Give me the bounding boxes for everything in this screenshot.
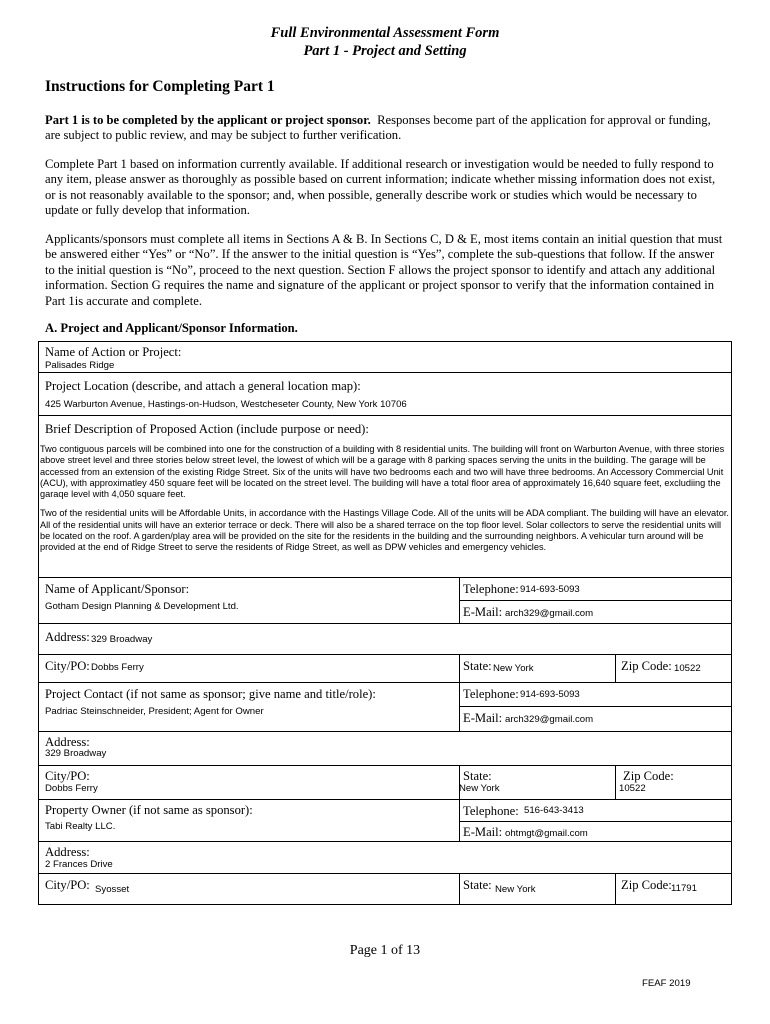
instructions-paragraph-2: Complete Part 1 based on information currently available. If additional research or investigation would be needed to fully respond to any item, please answer as thoroughly as possible based on current information; indicate whether missing information does not exist, or is not reasonably available to the sponsor; and, when possible, generally describe work or studies which would be necessary to update or fully develop that information.: [45, 157, 716, 218]
form-subtitle: Part 1 - Project and Setting: [303, 43, 467, 59]
applicant-name-label: Name of Applicant/Sponsor:: [45, 582, 190, 596]
column-divider: [615, 765, 616, 799]
project-applicant-form: [38, 341, 732, 905]
project-location-field[interactable]: 425 Warburton Avenue, Hastings-on-Hudson, Westcheseter County, New York 10706: [45, 399, 407, 410]
row-divider: [459, 821, 731, 822]
action-name-label: Name of Action or Project:: [45, 345, 182, 359]
contact-zip-field[interactable]: 10522: [619, 783, 646, 794]
applicant-telephone-label: Telephone:: [463, 582, 519, 596]
owner-name-field[interactable]: Tabi Realty LLC.: [45, 821, 116, 832]
description-paragraph-2: Two of the residential units will be Affordable Units, in accordance with the Hastings Village Code. All of the units will be ADA compliant. The building will have an elevator. All of the residential units will have an exterior terrace or deck. There will also be a shared terrace on the top floor level. Solar collectors to serve the residential units will be located on the roof. A garden/play area will be provided on the site for the residents in the building and the surrounding neighbors. A vehicular turn around will be provided at the end of Ridge Street to serve the residents of Ridge Street, as well as DPW vehicles and emergency vehicles.: [40, 508, 729, 553]
contact-address-field[interactable]: 329 Broadway: [45, 748, 107, 759]
contact-address-label: Address:: [45, 735, 90, 749]
row-divider: [39, 577, 731, 578]
contact-telephone-field[interactable]: 914-693-5093: [520, 689, 580, 700]
owner-address-field[interactable]: 2 Frances Drive: [45, 859, 113, 870]
description-paragraph-1: Two contiguous parcels will be combined into one for the construction of a building with 8 residential units. The building will front on Warburton Avenue, with three stories above street level and three stories below street level, the lowest of which will be a garage with 8 parking spaces serving the units in the building. The garage will be accessed from an extension of the existing Ridge Street. Six of the units will have two bedrooms each and two will have three bedrooms. An Accessory Commercial Unit (ACU), with approximatley 450 square feet will be located on the street level. The building will have a total floor area of approximately 16,640 square feet, excludiing the garaqe level with 4,050 square feet.: [40, 444, 725, 500]
contact-email-field[interactable]: arch329@gmail.com: [505, 714, 594, 725]
row-divider: [39, 682, 731, 683]
row-divider: [39, 372, 731, 373]
applicant-email-label: E-Mail:: [463, 605, 503, 619]
applicant-telephone-field[interactable]: 914-693-5093: [520, 584, 580, 595]
owner-city-field[interactable]: Syosset: [95, 884, 130, 895]
column-divider: [459, 873, 460, 905]
applicant-name-field[interactable]: Gotham Design Planning & Development Ltd.: [45, 601, 239, 612]
owner-state-label: State:: [463, 878, 492, 892]
applicant-state-label: State:: [463, 659, 492, 673]
action-name-field[interactable]: Palisades Ridge: [45, 360, 115, 371]
contact-city-field[interactable]: Dobbs Ferry: [45, 783, 98, 794]
owner-email-field[interactable]: ohtmgt@gmail.com: [505, 828, 588, 839]
section-a-title: A. Project and Applicant/Sponsor Information.: [45, 321, 298, 335]
contact-zip-label: Zip Code:: [623, 769, 674, 783]
applicant-city-label: City/PO:: [45, 659, 90, 673]
instructions-paragraph-1-text: Responses become part of the application for approval or funding, are subject to public review, and may be subject to further verification.: [45, 113, 711, 143]
instructions-paragraph-1: [45, 113, 725, 144]
owner-zip-label: Zip Code:: [621, 878, 672, 892]
row-divider: [39, 799, 731, 800]
instructions-paragraph-3: Applicants/sponsors must complete all items in Sections A & B. In Sections C, D & E, most items contain an initial question that must be answered either “Yes” or “No”. If the answer to the initial question is “Yes”, complete the sub-questions that follow. If the answer to the initial question is “No”, proceed to the next question. Section F allows the project sponsor to identify and attach any additional information. Section G requires the name and signature of the applicant or project sponsor to verify that the information contained in Part 1is accurate and complete.: [45, 232, 723, 308]
row-divider: [39, 841, 731, 842]
contact-city-label: City/PO:: [45, 769, 90, 783]
owner-name-label: Property Owner (if not same as sponsor):: [45, 803, 253, 817]
applicant-city-field[interactable]: Dobbs Ferry: [91, 662, 144, 673]
owner-telephone-field[interactable]: 516-643-3413: [524, 805, 584, 816]
description-label: Brief Description of Proposed Action (include purpose or need):: [45, 422, 369, 436]
contact-state-field[interactable]: New York: [459, 783, 500, 794]
owner-telephone-label: Telephone:: [463, 804, 519, 818]
applicant-zip-field[interactable]: 10522: [674, 663, 701, 674]
applicant-zip-label: Zip Code:: [621, 659, 672, 673]
contact-email-label: E-Mail:: [463, 711, 503, 725]
row-divider: [39, 873, 731, 874]
applicant-state-field[interactable]: New York: [493, 663, 534, 674]
row-divider: [39, 765, 731, 766]
applicant-address-field[interactable]: 329 Broadway: [91, 634, 153, 645]
row-divider: [39, 731, 731, 732]
column-divider: [459, 577, 460, 623]
row-divider: [459, 600, 731, 601]
column-divider: [459, 682, 460, 731]
contact-state-label: State:: [463, 769, 492, 783]
row-divider: [39, 415, 731, 416]
contact-name-label: Project Contact (if not same as sponsor; give name and title/role):: [45, 687, 376, 701]
contact-telephone-label: Telephone:: [463, 687, 519, 701]
form-id: FEAF 2019: [642, 978, 691, 989]
owner-email-label: E-Mail:: [463, 825, 503, 839]
contact-name-field[interactable]: Padriac Steinschneider, President; Agent for Owner: [45, 706, 264, 717]
row-divider: [459, 706, 731, 707]
instructions-heading: Instructions for Completing Part 1: [45, 78, 275, 95]
applicant-email-field[interactable]: arch329@gmail.com: [505, 608, 594, 619]
owner-city-label: City/PO:: [45, 878, 90, 892]
row-divider: [39, 654, 731, 655]
column-divider: [615, 873, 616, 905]
owner-state-field[interactable]: New York: [495, 884, 536, 895]
owner-zip-field[interactable]: 11791: [671, 883, 697, 894]
column-divider: [459, 654, 460, 682]
owner-address-label: Address:: [45, 845, 90, 859]
project-location-label: Project Location (describe, and attach a general location map):: [45, 379, 361, 393]
page-number: Page 1 of 13: [349, 943, 421, 958]
description-field[interactable]: [40, 444, 730, 554]
applicant-address-label: Address:: [45, 630, 90, 644]
column-divider: [615, 654, 616, 682]
row-divider: [39, 623, 731, 624]
form-title: Full Environmental Assessment Form: [270, 25, 500, 41]
column-divider: [459, 799, 460, 841]
instructions-paragraph-1-bold: Part 1 is to be completed by the applicant or project sponsor.: [45, 113, 371, 127]
